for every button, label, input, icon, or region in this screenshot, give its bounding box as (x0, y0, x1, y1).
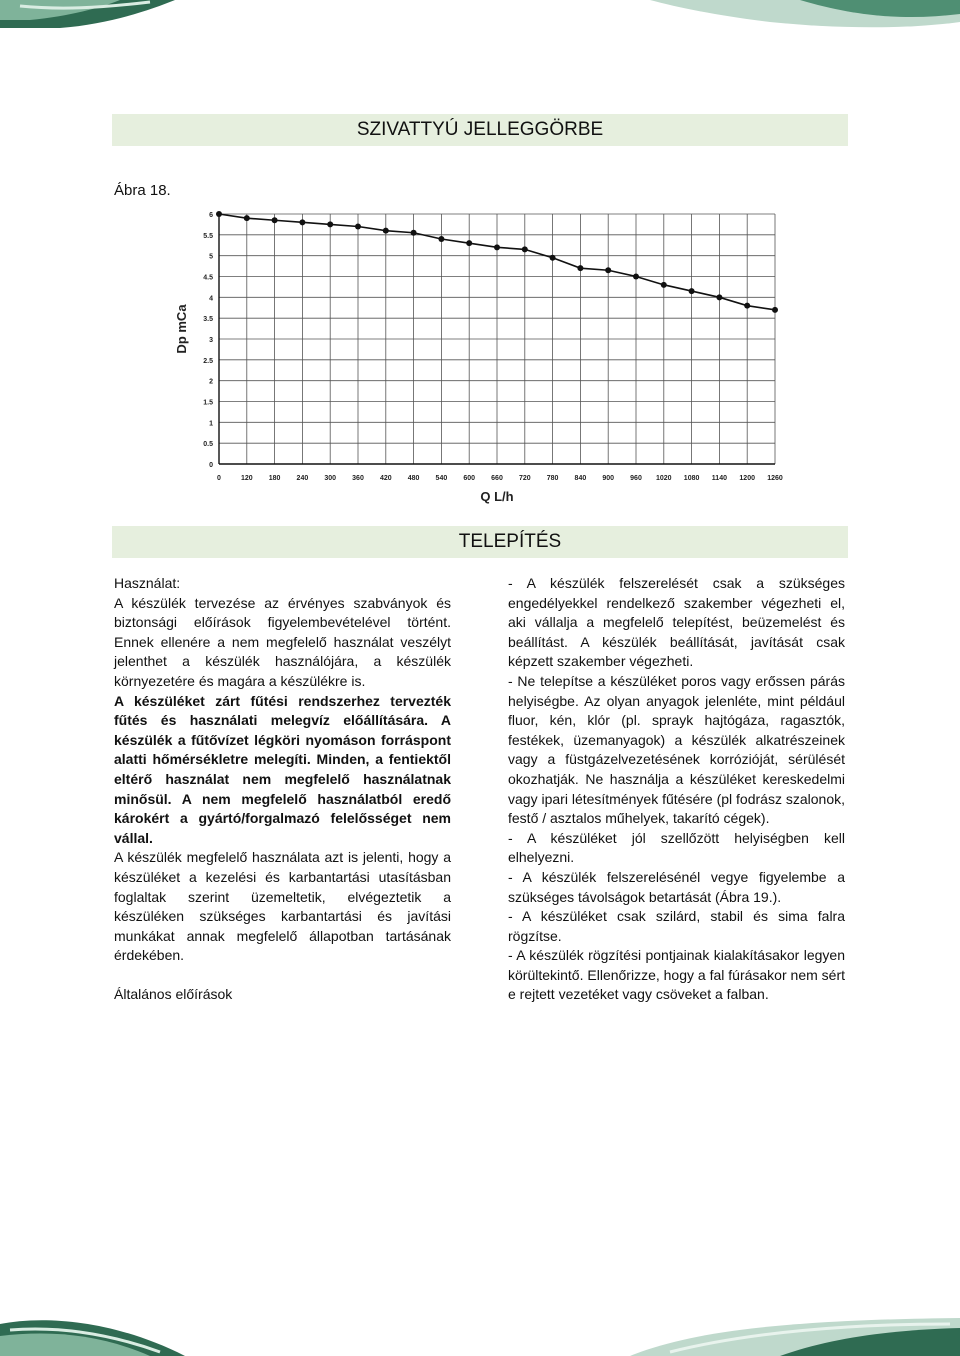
data-point (327, 221, 333, 227)
y-tick-label: 0 (209, 462, 213, 469)
x-tick-label: 300 (324, 475, 337, 482)
data-point (383, 228, 389, 234)
y-tick-label: 4.5 (203, 274, 213, 282)
x-tick-label: 360 (352, 475, 364, 482)
spacer (114, 966, 451, 986)
x-tick-label: 540 (435, 475, 448, 482)
data-point (355, 224, 361, 230)
data-point (744, 303, 750, 309)
usage-heading: Használat: (114, 575, 181, 591)
right-column (508, 574, 845, 1005)
x-tick-label: 480 (407, 475, 420, 482)
chart-svg (165, 200, 795, 510)
general-rules-heading: Általános előírások (114, 986, 233, 1003)
page-title: SZIVATTYÚ JELLEGGÖRBE (356, 119, 604, 140)
data-point (216, 211, 222, 217)
rule-item: - A készüléket csak szilárd, stabil és sima falra rögzítse. (508, 908, 845, 944)
data-point (689, 288, 695, 294)
data-point (299, 219, 305, 225)
rule-item: - A készülék felszerelésénél vegye figyelembe a szükséges távolságok betartását (Ábra 19.). (508, 868, 845, 905)
figure-label: Ábra 18. (114, 182, 171, 199)
usage-paragraph: A készülék tervezése az érvényes szabványok és biztonsági előírások figyelembevételével történt. Ennek ellenére a nem megfelelő használat veszélyt jelenthet a készülék használójára, a készülék környezetére és magára a készülékre is. (114, 594, 451, 689)
y-tick-label: 3.5 (203, 316, 213, 324)
x-tick-label: 120 (240, 475, 253, 482)
install-title: TELEPÍTÉS (458, 531, 562, 552)
x-tick-label: 180 (268, 475, 281, 482)
data-point (272, 217, 278, 223)
x-tick-label: 1020 (656, 475, 672, 482)
bottom-left-decoration (0, 1316, 190, 1356)
top-left-decoration (0, 0, 180, 30)
data-point (244, 215, 250, 221)
chart-grid (219, 214, 775, 464)
data-point (438, 236, 444, 242)
x-tick-label: 960 (630, 475, 642, 482)
rule-item: - A készülék rögzítési pontjainak kialakításakor legyen körültekintő. Ellenőrizze, hogy a fal fúrásakor nem sért e rejtett vezetéket vagy csöveket a falban. (508, 947, 845, 1003)
data-point (577, 265, 583, 271)
y-tick-label: 6 (209, 212, 213, 219)
x-tick-label: 1080 (683, 475, 700, 482)
left-column (114, 574, 451, 1005)
data-point (411, 230, 417, 236)
top-right-decoration (650, 0, 960, 30)
maintenance-paragraph: A készülék megfelelő használata azt is jelenti, hogy a készüléket a kezelési és karbantartási utasításban foglaltak szerint üzemeltetik, elvégeztetik a készüléken szükséges karbantartási és javítási munkákat annak megfelelő állapotban tartásának érdekében. (114, 849, 451, 964)
pump-curve-chart (165, 200, 795, 510)
x-tick-label: 1260 (767, 475, 783, 482)
y-tick-label: 5.5 (203, 232, 213, 240)
data-point (633, 274, 639, 280)
y-axis-title: Dp mCa (174, 304, 189, 354)
x-tick-label: 600 (463, 475, 476, 482)
data-point (661, 282, 667, 288)
data-point (466, 240, 472, 246)
rule-item: - A készülék felszerelését csak a szükséges engedélyekkel rendelkező szakember végezheti el, aki vállalja a megfelelő telepítést, beüzemelést és beállítást. A készülék beállítását, javítását csak képzett szakember végezheti. (508, 575, 845, 670)
x-tick-label: 720 (518, 475, 531, 482)
y-tick-label: 1.5 (203, 399, 213, 407)
rule-item: - A készüléket jól szellőzött helyiségben kell elhelyezni. (508, 829, 845, 866)
y-tick-label: 0.5 (203, 441, 213, 449)
x-tick-label: 240 (296, 475, 309, 482)
y-tick-label: 5 (209, 253, 213, 261)
x-tick-label: 840 (574, 475, 587, 482)
usage-bold-paragraph: A készüléket zárt fűtési rendszerhez tervezték fűtés és használati melegvíz előállítására. A készülék a fűtővízet légköri nyomáson forráspont alatti hőmérsékletre melegíti. Minden, a fentiektől eltérő használat nem megfelelő használatnak minősül. A nem megfelelő használatból eredő károkért a gyártó/forgalmazó felelősséget nem vállal. (114, 692, 451, 846)
y-tick-label: 2.5 (203, 357, 213, 365)
x-tick-label: 420 (379, 475, 392, 482)
x-tick-label: 0 (217, 475, 221, 482)
x-tick-label: 1140 (711, 475, 727, 482)
section-title-bar (112, 114, 848, 146)
x-tick-label: 780 (546, 475, 559, 482)
data-point (772, 307, 778, 313)
data-point (716, 294, 722, 300)
y-tick-label: 1 (209, 420, 213, 428)
data-point (494, 244, 500, 250)
y-tick-label: 3 (209, 337, 213, 344)
x-tick-label: 1200 (739, 475, 755, 482)
y-tick-label: 4 (209, 295, 213, 303)
data-point (550, 255, 556, 261)
x-tick-label: 900 (602, 475, 615, 482)
bottom-right-decoration (630, 1312, 960, 1356)
y-tick-label: 2 (209, 378, 213, 386)
data-point (522, 246, 528, 252)
data-point (605, 267, 611, 273)
x-tick-label: 660 (491, 475, 503, 482)
rule-item: - Ne telepítse a készüléket poros vagy erőssen párás helyiségbe. Az olyan anyagok jelenléte, mint például fluor, kén, klór (pl. sprayk hajtógáza, ragasztók, festékek, üzemanyagok) a készülék alkatrészeinek vagy a füstgázelvezetésének korrózióját, sérülését okozhatják. Ne használja a készüléket kereskedelmi vagy ipari létesítmények fűtésére (pl fodrász szalonok, festő / asztalos műhelyek, takarító cégek). (508, 672, 845, 827)
x-axis-title: Q L/h (480, 489, 514, 504)
install-title-bar (112, 526, 848, 558)
